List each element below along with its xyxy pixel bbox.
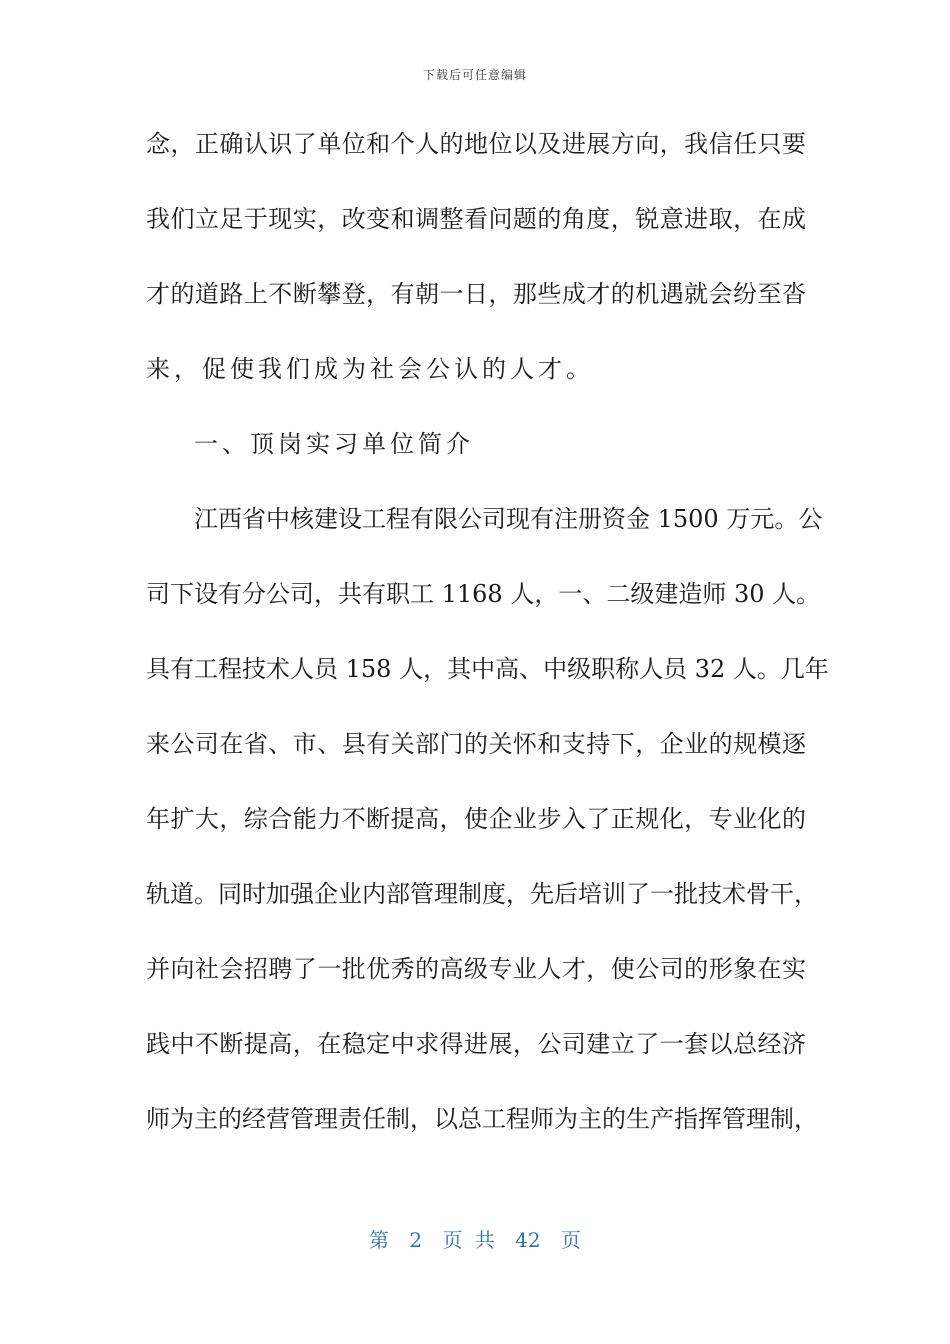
paragraph-line: 才的道路上不断攀登，有朝一日，那些成才的机遇就会纷至沓 [146,280,806,308]
paragraph-line: 司下设有分公司，共有职工 1168 人，一、二级建造师 30 人。 [146,580,821,608]
paragraph-line: 师为主的经营管理责任制，以总工程师为主的生产指挥管理制， [146,1105,818,1133]
total-page-count: 42 [515,1228,541,1252]
page-header: 下载后可任意编辑 [422,68,527,82]
paragraph-line: 念，正确认识了单位和个人的地位以及进展方向，我信任只要 [146,130,806,158]
current-page-number: 2 [409,1228,423,1252]
paragraph-line: 践中不断提高，在稳定中求得进展，公司建立了一套以总经济 [146,1030,806,1058]
paragraph-line: 我们立足于现实，改变和调整看问题的角度，锐意进取，在成 [146,205,806,233]
paragraph-line: 并向社会招聘了一批优秀的高级专业人才，使公司的形象在实 [146,955,806,983]
section-heading: 一、顶岗实习单位简介 [194,430,474,458]
footer-middle: 页 共 [442,1228,495,1252]
paragraph-line: 来，促使我们成为社会公认的人才。 [146,355,594,383]
paragraph-line: 年扩大，综合能力不断提高，使企业步入了正规化，专业化的 [146,805,806,833]
paragraph-line: 来公司在省、市、县有关部门的关怀和支持下，企业的规模逐 [146,730,806,758]
footer-suffix: 页 [560,1228,581,1252]
footer-prefix: 第 [369,1228,389,1252]
document-body [146,126,829,1176]
paragraph-line: 江西省中核建设工程有限公司现有注册资金 1500 万元。公 [194,505,823,533]
page-footer [0,1224,950,1253]
paragraph-line: 轨道。同时加强企业内部管理制度，先后培训了一批技术骨干， [146,880,818,908]
paragraph-line: 具有工程技术人员 158 人，其中高、中级职称人员 32 人。几年 [146,655,829,683]
